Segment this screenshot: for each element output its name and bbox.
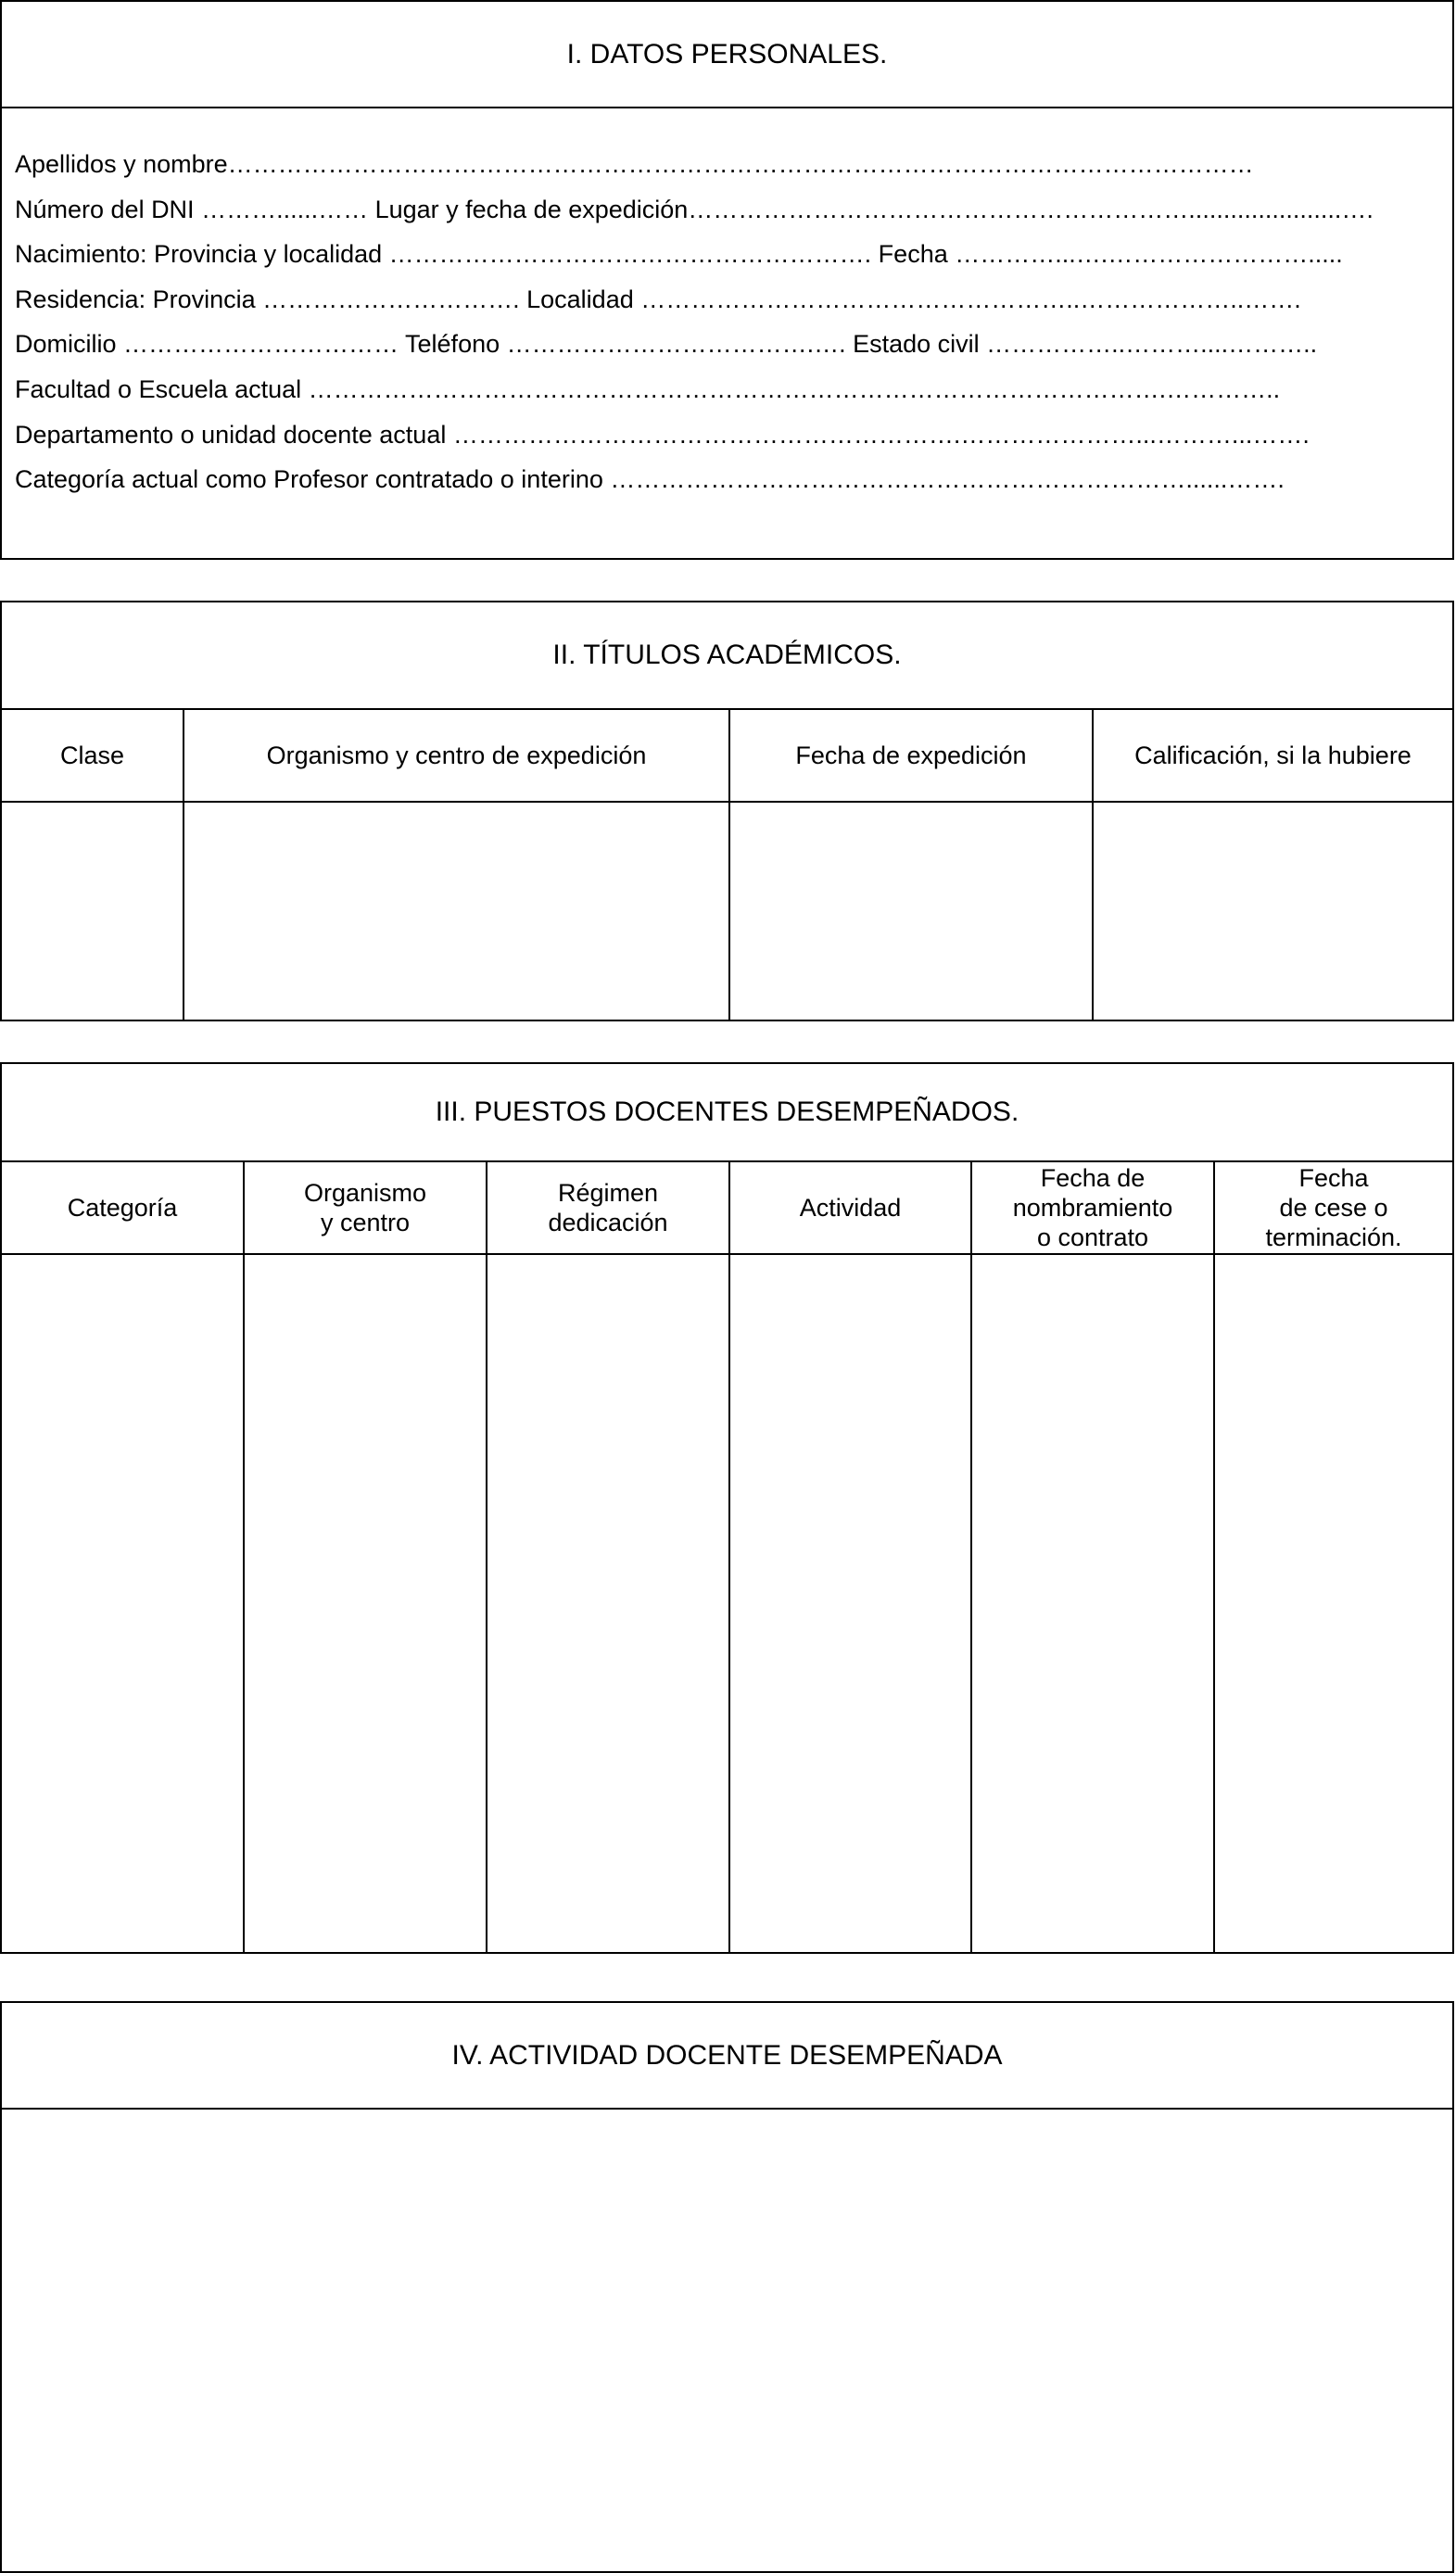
table-cell[interactable] xyxy=(1094,803,1452,1020)
field-facultad-escuela[interactable]: Facultad o Escuela actual ………………………………………………………………………………………….………….. xyxy=(15,374,1281,403)
section-title: III. PUESTOS DOCENTES DESEMPEÑADOS. xyxy=(2,1064,1452,1162)
field-dni-lugar-fecha[interactable]: Número del DNI ………......…… Lugar y fecha de expedición……………………………………………………......................…. xyxy=(15,195,1374,223)
table-cell[interactable] xyxy=(972,1255,1213,1952)
table-cell[interactable] xyxy=(730,1255,970,1952)
column-categoria xyxy=(2,1162,245,1952)
column-header xyxy=(1215,1162,1452,1255)
header-line: Actividad xyxy=(799,1194,902,1222)
column-fecha-expedicion xyxy=(730,710,1094,1020)
actividad-docente-area[interactable] xyxy=(2,2110,1452,2569)
header-line: Categoría xyxy=(67,1194,178,1222)
column-header: Calificación, si la hubiere xyxy=(1094,710,1452,803)
column-header xyxy=(972,1162,1213,1255)
personal-data-lines xyxy=(2,108,1452,502)
section-title: II. TÍTULOS ACADÉMICOS. xyxy=(2,602,1452,710)
section-title: I. DATOS PERSONALES. xyxy=(2,2,1452,108)
header-line: o contrato xyxy=(1036,1223,1149,1251)
section-puestos-docentes xyxy=(0,1062,1454,1954)
table-cell[interactable] xyxy=(487,1255,728,1952)
field-nacimiento[interactable]: Nacimiento: Provincia y localidad …………………………………………………. Fecha …………...….……………………..... xyxy=(15,240,1343,269)
puestos-table xyxy=(2,1162,1452,1952)
header-line: Fecha de xyxy=(1040,1164,1146,1192)
column-header xyxy=(2,1162,243,1255)
header-line: y centro xyxy=(320,1209,411,1236)
header-line: nombramiento xyxy=(1012,1194,1173,1222)
header-line: dedicación xyxy=(548,1209,668,1236)
table-cell[interactable] xyxy=(184,803,728,1020)
field-departamento[interactable]: Departamento o unidad docente actual …………………………………………………….…………………...………...……. xyxy=(15,420,1310,449)
column-calificacion xyxy=(1094,710,1452,1020)
header-line: de cese o xyxy=(1279,1194,1388,1222)
column-header xyxy=(487,1162,728,1255)
header-line: Fecha xyxy=(1298,1164,1369,1192)
field-residencia[interactable]: Residencia: Provincia …………………………. Localidad ……………………………………………..………………..……. xyxy=(15,285,1301,313)
column-fecha-nombramiento xyxy=(972,1162,1215,1952)
header-line: Régimen xyxy=(557,1179,659,1207)
column-organismo-centro xyxy=(245,1162,487,1952)
column-clase xyxy=(2,710,184,1020)
column-header: Fecha de expedición xyxy=(730,710,1092,803)
field-apellidos-nombre[interactable]: Apellidos y nombre…………………………………………………………………………………………………………… xyxy=(15,150,1254,178)
table-cell[interactable] xyxy=(245,1255,486,1952)
section-titulos-academicos xyxy=(0,601,1454,1021)
column-actividad xyxy=(730,1162,972,1952)
titulos-table xyxy=(2,710,1452,1020)
table-cell[interactable] xyxy=(730,803,1092,1020)
section-datos-personales xyxy=(0,0,1454,560)
table-cell[interactable] xyxy=(1215,1255,1452,1952)
column-regimen-dedicacion xyxy=(487,1162,730,1952)
table-cell[interactable] xyxy=(2,1255,243,1952)
column-header xyxy=(730,1162,970,1255)
field-domicilio-telefono-estado[interactable]: Domicilio …………………………… Teléfono ……………………………….…. Estado civil ……………..………....……….. xyxy=(15,330,1318,359)
section-title: IV. ACTIVIDAD DOCENTE DESEMPEÑADA xyxy=(2,2003,1452,2110)
header-line: Organismo xyxy=(303,1179,427,1207)
column-header: Organismo y centro de expedición xyxy=(184,710,728,803)
column-header: Clase xyxy=(2,710,183,803)
header-line: terminación. xyxy=(1265,1223,1402,1251)
column-fecha-cese xyxy=(1215,1162,1452,1952)
section-actividad-docente xyxy=(0,2001,1454,2573)
field-categoria-actual[interactable]: Categoría actual como Profesor contratado o interino ……………………………………………………………......……. xyxy=(15,465,1285,494)
table-cell[interactable] xyxy=(2,803,183,1020)
column-header xyxy=(245,1162,486,1255)
column-organismo xyxy=(184,710,730,1020)
